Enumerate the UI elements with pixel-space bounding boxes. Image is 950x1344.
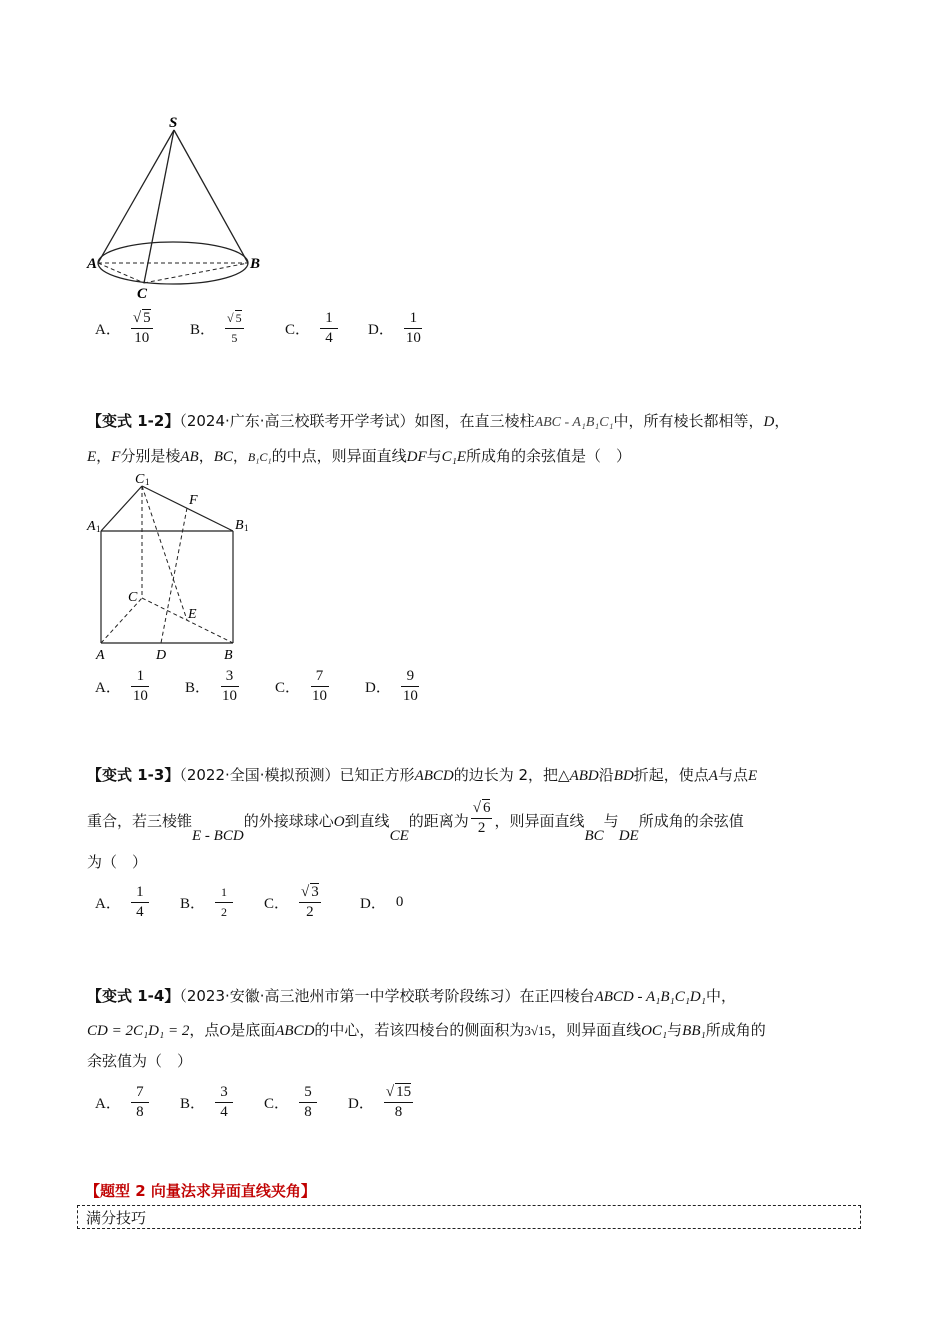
prism-label-c1: C (135, 472, 145, 487)
q1-4-stem-line1: 【变式 1-4】（2023·安徽·高三池州市第一中学校联考阶段练习）在正四棱台ABCD - A₁B₁C₁D₁中， (87, 987, 736, 1005)
svg-text:1: 1 (96, 524, 101, 534)
prism-label-d: D (156, 648, 167, 663)
cone-label-s: S (169, 115, 178, 131)
q1-2-stem-line1: 【变式 1-2】（2024·广东·高三校联考开学考试）如图，在直三棱柱ABC - A₁B₁C₁中，所有棱长都相等，D， (87, 412, 790, 430)
q1-3-stem-line2: 重合，若三棱锥E - BCD的外接球球心O到直线CE的距离为 $\frac{√ 6}{2}$ ，则异面直线BC与DE所成角的余弦值 (87, 800, 744, 844)
q1-2-stem-line2: E，F分别是棱AB，BC，B₁C₁的中点，则异面直线DF与C₁E所成角的余弦值是（ ） (87, 447, 632, 465)
q1-3-option-c[interactable]: C． $\frac{√ 3}{2}$ (264, 883, 319, 920)
q1-2-option-d[interactable]: D． $\frac{9}{10}$ (365, 667, 418, 704)
q1-4-option-b[interactable]: B． $\frac{3}{4}$ (180, 1080, 233, 1124)
q1-3-tag: 【变式 1-3】 (87, 766, 180, 784)
cone-figure (85, 110, 275, 305)
q1-2-source: （2024·广东·高三校联考开学考试） (179, 412, 415, 430)
q1-3-option-d[interactable]: D． 0 (360, 893, 404, 912)
prism-label-b: B (224, 648, 233, 663)
q1-4-stem-line2: CD = 2C₁D₁ = 2，点O是底面ABCD的中心，若该四棱台的侧面积为3√15，则异面直线OC₁与BB₁所成角的 (87, 1021, 766, 1039)
cone-label-b: B (250, 256, 261, 272)
q1-4-stem-line3: 余弦值为（ ） (87, 1052, 193, 1070)
svg-text:1: 1 (244, 523, 249, 533)
prism-label-f: F (189, 493, 198, 508)
q1-3-option-b[interactable]: B． $\frac{1}{2}$ (180, 880, 233, 924)
prism-figure (85, 468, 255, 663)
q1-3-source: （2022·全国·模拟预测） (179, 766, 340, 784)
prism-label-a1: A (87, 519, 96, 534)
q1-1-option-a[interactable]: A． $\frac{√ 5}{10}$ (95, 309, 151, 346)
q1-4-tag: 【变式 1-4】 (87, 987, 180, 1005)
q1-2-tag: 【变式 1-2】 (87, 412, 180, 430)
q1-4-option-c[interactable]: C． $\frac{5}{8}$ (264, 1080, 317, 1124)
prism-label-e: E (188, 607, 197, 622)
technique-box-label: 满分技巧 (86, 1209, 147, 1227)
q1-4-source: （2023·安徽·高三池州市第一中学校联考阶段练习） (179, 987, 520, 1005)
q1-1-option-d[interactable]: D． $\frac{1}{10}$ (368, 309, 421, 346)
q1-2-option-b[interactable]: B． $\frac{3}{10}$ (185, 667, 238, 704)
q1-3-stem-line3: 为（ ） (87, 853, 148, 871)
q1-2-option-c[interactable]: C． $\frac{7}{10}$ (275, 667, 328, 704)
svg-text:1: 1 (145, 477, 150, 487)
technique-box (77, 1205, 861, 1229)
prism-label-b1: B (235, 518, 244, 533)
q1-1-option-c[interactable]: C． $\frac{1}{4}$ (285, 306, 338, 350)
q1-2-option-a[interactable]: A． $\frac{1}{10}$ (95, 667, 148, 704)
cone-label-c: C (137, 286, 148, 302)
q1-3-stem-line1: 【变式 1-3】（2022·全国·模拟预测）已知正方形ABCD的边长为 2，把△ABD沿BD折起，使点A与点E (87, 766, 758, 784)
q1-1-option-b[interactable]: B． $\frac{√ 5}{5}$ (190, 310, 242, 345)
prism-label-c: C (128, 590, 138, 605)
cone-label-a: A (87, 256, 98, 272)
q1-3-option-a[interactable]: A． $\frac{1}{4}$ (95, 880, 149, 924)
prism-label-a: A (96, 648, 105, 663)
q1-4-option-d[interactable]: D． $\frac{√ 15}{8}$ (348, 1083, 412, 1120)
section-2-title: 【题型 2 向量法求异面直线夹角】 (85, 1182, 316, 1200)
q1-4-option-a[interactable]: A． $\frac{7}{8}$ (95, 1080, 149, 1124)
